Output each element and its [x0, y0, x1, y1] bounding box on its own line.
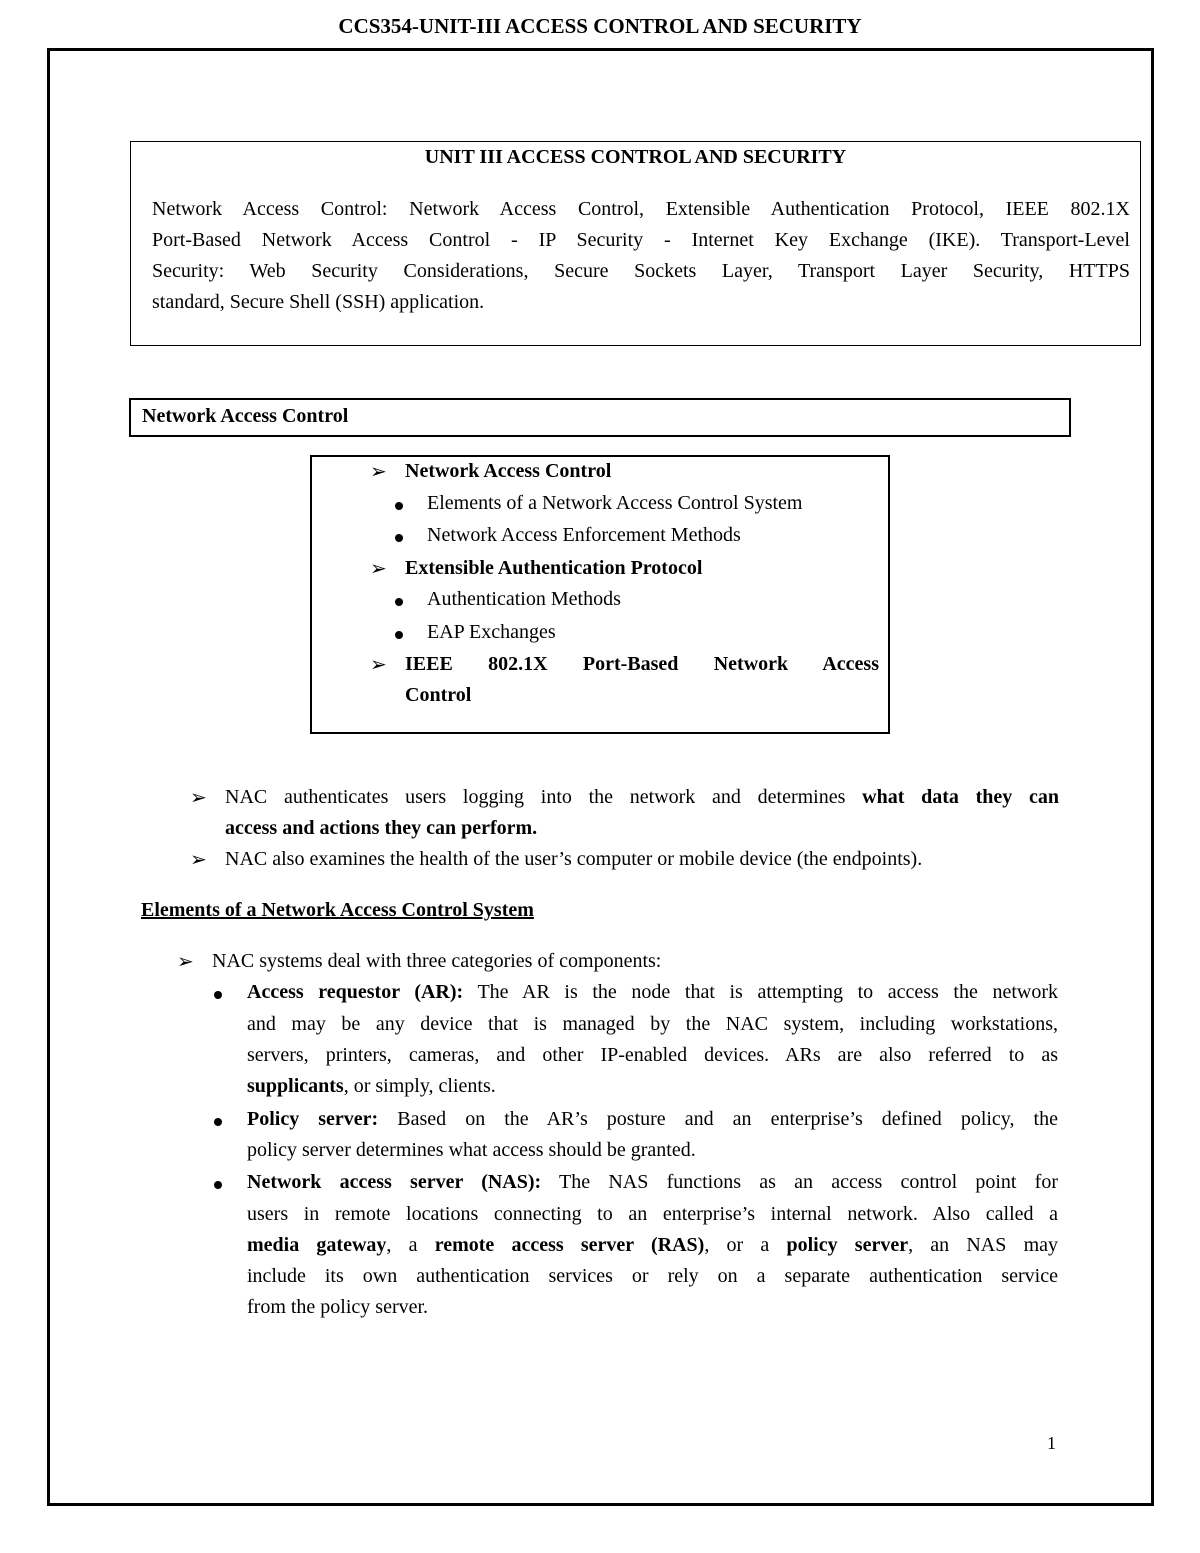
- topic-heading-continued: Control: [405, 684, 472, 706]
- topic-heading: Network Access Control: [405, 460, 612, 482]
- component-line: [247, 1108, 1058, 1131]
- intro-bold-text: access and actions they can perform.: [225, 817, 538, 839]
- component-line: [247, 981, 1058, 1004]
- component-line: [247, 1075, 496, 1098]
- component-text: The AR is the node that is attempting to access the network: [463, 981, 1059, 1003]
- component-text: , an NAS may: [908, 1234, 1059, 1256]
- page-number: 1: [1047, 1433, 1056, 1453]
- component-line: servers, printers, cameras, and other IP-enabled devices. ARs are also referred to as: [247, 1044, 1058, 1066]
- component-line: policy server determines what access should be granted.: [247, 1139, 696, 1161]
- component-text: , or a: [704, 1234, 787, 1256]
- component-text: The NAS functions as an access control point for: [541, 1171, 1058, 1193]
- bullet-dot-icon: [395, 534, 403, 542]
- component-bold-text: policy server: [786, 1234, 909, 1256]
- bullet-dot-icon: [214, 1181, 222, 1189]
- bullet-dot-icon: [395, 502, 403, 510]
- topic-item: Elements of a Network Access Control System: [427, 492, 803, 514]
- intro-bold-text: what data they can: [862, 786, 1060, 808]
- arrow-bullet-icon: ➢: [190, 787, 207, 809]
- bullet-dot-icon: [214, 991, 222, 999]
- document-header: CCS354-UNIT-III ACCESS CONTROL AND SECURITY: [338, 14, 862, 38]
- component-bold-text: remote access server (RAS): [434, 1234, 705, 1256]
- component-label: Network access server (NAS):: [247, 1171, 542, 1193]
- topic-heading: Extensible Authentication Protocol: [405, 557, 703, 579]
- intro-paragraph-line: NAC also examines the health of the user’s computer or mobile device (the endpoints).: [225, 848, 923, 870]
- bullet-dot-icon: [395, 631, 403, 639]
- topic-item: Authentication Methods: [427, 588, 621, 610]
- component-text: Based on the AR’s posture and an enterprise’s defined policy, the: [378, 1108, 1058, 1130]
- syllabus-heading: UNIT III ACCESS CONTROL AND SECURITY: [424, 146, 847, 168]
- syllabus-line: Security: Web Security Considerations, Secure Sockets Layer, Transport Layer Security, HTTPS: [152, 260, 1130, 282]
- section-heading-box: [129, 398, 1071, 437]
- arrow-bullet-icon: ➢: [370, 558, 387, 580]
- elements-lead: NAC systems deal with three categories of components:: [212, 950, 662, 972]
- component-label: Policy server:: [247, 1108, 379, 1130]
- component-line: [247, 1234, 1058, 1257]
- section-heading: Network Access Control: [142, 405, 349, 427]
- bullet-dot-icon: [395, 598, 403, 606]
- syllabus-text: [152, 194, 1130, 318]
- component-line: include its own authentication services or rely on a separate authentication service: [247, 1265, 1058, 1287]
- topics-box: [310, 455, 890, 734]
- component-bold-text: supplicants: [247, 1075, 344, 1097]
- intro-text: NAC authenticates users logging into the network and determines: [225, 786, 863, 808]
- component-text: , or simply, clients.: [343, 1075, 496, 1097]
- topic-item: Network Access Enforcement Methods: [427, 524, 741, 546]
- arrow-bullet-icon: ➢: [177, 951, 194, 973]
- syllabus-box: [130, 141, 1141, 346]
- elements-heading: Elements of a Network Access Control System: [141, 899, 534, 921]
- component-line: [247, 1171, 1058, 1194]
- component-bold-text: media gateway: [247, 1234, 387, 1256]
- arrow-bullet-icon: ➢: [370, 461, 387, 483]
- syllabus-line: standard, Secure Shell (SSH) application.: [152, 291, 485, 313]
- bullet-dot-icon: [214, 1118, 222, 1126]
- arrow-bullet-icon: ➢: [190, 849, 207, 871]
- component-line: users in remote locations connecting to an enterprise’s internal network. Also called a: [247, 1203, 1058, 1225]
- arrow-bullet-icon: ➢: [370, 654, 387, 676]
- intro-paragraph-line: [225, 786, 1059, 809]
- component-line: and may be any device that is managed by the NAC system, including workstations,: [247, 1013, 1058, 1035]
- component-line: from the policy server.: [247, 1296, 429, 1318]
- syllabus-line: Network Access Control: Network Access Control, Extensible Authentication Protocol, IEEE 802.1X: [152, 198, 1130, 220]
- syllabus-line: Port-Based Network Access Control - IP Security - Internet Key Exchange (IKE). Transport-Level: [152, 229, 1130, 251]
- topic-heading: IEEE 802.1X Port-Based Network Access: [405, 653, 879, 675]
- component-text: , a: [386, 1234, 435, 1256]
- topic-item: EAP Exchanges: [427, 621, 556, 643]
- component-label: Access requestor (AR):: [247, 981, 464, 1003]
